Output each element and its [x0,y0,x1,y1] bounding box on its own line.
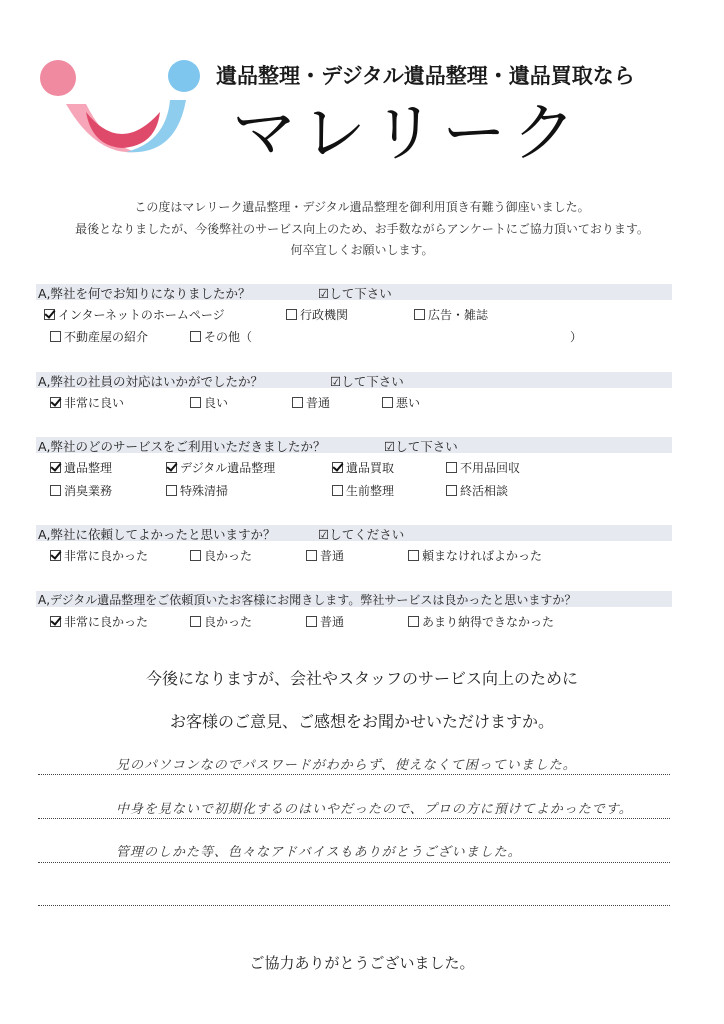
q3-instruction: ☑して下さい [384,439,458,454]
checkbox[interactable] [166,485,177,496]
q2-option-normal[interactable]: 普通 [292,394,330,411]
intro-line-1: この度はマレリーク遺品整理・デジタル遺品整理を御利用頂き有難う御座いました。 [134,200,590,214]
q2-option-very-good[interactable]: 非常に良い [50,394,124,411]
q4-question: A,弊社に依頼してよかったと思いますか？ [38,527,276,542]
checkbox[interactable] [292,397,303,408]
q4-option-normal[interactable]: 普通 [306,547,344,564]
checkbox[interactable] [286,309,297,320]
q3-option-pre-death-organizing[interactable]: 生前整理 [332,482,394,499]
checkbox[interactable] [382,397,393,408]
checkbox[interactable] [332,485,343,496]
checkbox-checked[interactable] [50,462,61,473]
checkbox-checked[interactable] [50,397,61,408]
q3-option-digital[interactable]: デジタル遺品整理 [166,459,275,476]
q1-instruction: ☑して下さい [318,286,392,301]
q5-option-good[interactable]: 良かった [190,613,252,630]
feedback-line-2: 中身を見ないで初期化するのはいやだったので、プロの方に預けてよかったです。 [116,802,633,817]
feedback-dotted-line-4 [38,905,670,906]
q1-option-realestate[interactable]: 不動産屋の紹介 [50,328,148,345]
checkbox-checked[interactable] [332,462,343,473]
q4-option-very-good[interactable]: 非常に良かった [50,547,148,564]
thank-you-message: ご協力ありがとうございました。 [249,954,475,972]
q1-question: A,弊社を何でお知りになりましたか？ [38,286,251,301]
q5-option-not-satisfied[interactable]: あまり納得できなかった [408,613,554,630]
feedback-prompt-1: 今後になりますが、会社やスタッフのサービス向上のために [145,669,578,688]
brand-name: マレリーク [232,97,582,171]
checkbox-checked[interactable] [166,462,177,473]
checkbox-checked[interactable] [50,550,61,561]
checkbox[interactable] [414,309,425,320]
feedback-dotted-line-2 [38,818,670,819]
q2-option-bad[interactable]: 悪い [382,394,420,411]
q3-option-end-of-life-consult[interactable]: 終活相談 [446,482,508,499]
q3-option-estate-clearing[interactable]: 遺品整理 [50,459,112,476]
checkbox[interactable] [446,485,457,496]
checkbox[interactable] [50,331,61,342]
q4-option-regret[interactable]: 頼まなければよかった [408,547,542,564]
tagline: 遺品整理・デジタル遺品整理・遺品買取なら [216,64,635,88]
checkbox-checked[interactable] [44,309,55,320]
q3-option-special-cleaning[interactable]: 特殊清掃 [166,482,228,499]
feedback-line-1: 兄のパソコンなのでパスワードがわからず、使えなくて困っていました。 [116,758,577,773]
q1-option-internet[interactable]: インターネットのホームページ [44,306,225,323]
q4-option-good[interactable]: 良かった [190,547,252,564]
q3-option-deodorizing[interactable]: 消臭業務 [50,482,112,499]
q1-option-ads[interactable]: 広告・雑誌 [414,306,488,323]
checkbox[interactable] [446,462,457,473]
checkbox[interactable] [306,616,317,627]
feedback-line-3: 管理のしかた等、色々なアドバイスもありがとうございました。 [116,845,522,860]
brand-logo [36,56,206,166]
checkbox-checked[interactable] [50,616,61,627]
feedback-dotted-line-3 [38,862,670,863]
feedback-dotted-line-1 [38,774,670,775]
q2-instruction: ☑して下さい [330,374,404,389]
checkbox[interactable] [408,550,419,561]
q3-option-purchase[interactable]: 遺品買取 [332,459,394,476]
checkbox[interactable] [306,550,317,561]
q3-option-junk-collection[interactable]: 不用品回収 [446,459,520,476]
feedback-prompt-2: お客様のご意見、ご感想をお聞かせいただけますか。 [169,712,554,731]
checkbox[interactable] [408,616,419,627]
q5-question: A,デジタル遺品整理をご依頼頂いたお客様にお聞きします。弊社サービスは良かったと思いますか？ [38,593,577,607]
q5-option-normal[interactable]: 普通 [306,613,344,630]
checkbox[interactable] [190,397,201,408]
checkbox[interactable] [190,616,201,627]
checkbox[interactable] [190,550,201,561]
logo-blue-dot [168,60,200,92]
q1-other-close-paren: ） [570,330,583,344]
intro-line-2: 最後となりましたが、今後弊社のサービス向上のため、お手数ながらアンケートにご協力頂いております。 [75,222,649,236]
intro-line-3: 何卒宜しくお願いします。 [290,243,434,257]
logo-pink-dot [40,60,76,96]
q2-option-good[interactable]: 良い [190,394,228,411]
q4-instruction: ☑してください [318,527,405,542]
checkbox[interactable] [190,331,201,342]
q1-option-other[interactable]: その他（ [190,328,252,345]
checkbox[interactable] [50,485,61,496]
q2-question: A,弊社の社員の対応はいかがでしたか？ [38,374,264,389]
q5-option-very-good[interactable]: 非常に良かった [50,613,148,630]
q1-option-government[interactable]: 行政機関 [286,306,348,323]
q3-question: A,弊社のどのサービスをご利用いただきましたか？ [38,439,326,454]
